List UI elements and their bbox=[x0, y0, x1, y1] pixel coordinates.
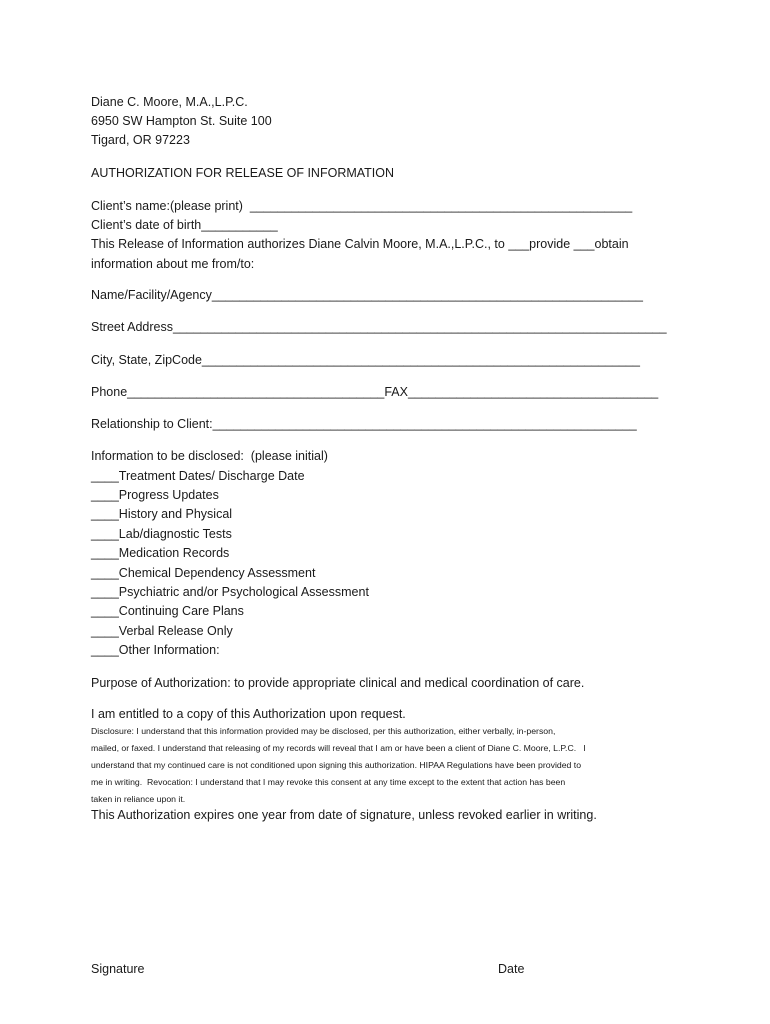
fine-print-line: understand that my continued care is not conditioned upon signing this authorization. HIPAA Regulations have been provided to bbox=[91, 760, 582, 770]
release-authorization-text-cont: information about me from/to: bbox=[91, 257, 255, 271]
fine-print-line: Disclosure: I understand that this information provided may be disclosed, per this authorization, either verbally, in-person, bbox=[91, 726, 556, 736]
date-label[interactable]: Date bbox=[498, 962, 525, 976]
fine-print-line: me in writing. Revocation: I understand that I may revoke this consent at any time except to the extent that action has been bbox=[91, 777, 566, 787]
release-authorization-text[interactable]: This Release of Information authorizes Diane Calvin Moore, M.A.,L.P.C., to ___provide ___obtain bbox=[91, 237, 629, 251]
provider-city: Tigard, OR 97223 bbox=[91, 133, 190, 147]
disclosure-item[interactable]: ____Verbal Release Only bbox=[91, 624, 233, 638]
document-title: AUTHORIZATION FOR RELEASE OF INFORMATION bbox=[91, 166, 395, 180]
fine-print-line: mailed, or faxed. I understand that releasing of my records will reveal that I am or have been a client of Diane C. Moore, L.P.C. I bbox=[91, 743, 586, 753]
disclosure-item[interactable]: ____Medication Records bbox=[91, 546, 230, 560]
disclosure-item[interactable]: ____Other Information: bbox=[91, 643, 220, 657]
disclosure-item[interactable]: ____Chemical Dependency Assessment bbox=[91, 566, 316, 580]
street-address-field[interactable]: Street Address_______________________________________________________________________ bbox=[91, 320, 667, 334]
fine-print-line: taken in reliance upon it. bbox=[91, 794, 186, 804]
disclosure-heading: Information to be disclosed: (please initial) bbox=[91, 449, 328, 463]
disclosure-item[interactable]: ____Continuing Care Plans bbox=[91, 604, 244, 618]
client-name-field[interactable]: Client’s name:(please print) _______________________________________________________ bbox=[91, 199, 633, 213]
disclosure-item[interactable]: ____History and Physical bbox=[91, 507, 233, 521]
provider-name: Diane C. Moore, M.A.,L.P.C. bbox=[91, 95, 248, 109]
phone-fax-field[interactable]: Phone_____________________________________FAX____________________________________ bbox=[91, 385, 659, 399]
entitled-statement: I am entitled to a copy of this Authorization upon request. bbox=[91, 707, 406, 721]
disclosure-item[interactable]: ____Treatment Dates/ Discharge Date bbox=[91, 469, 305, 483]
disclosure-item[interactable]: ____Progress Updates bbox=[91, 488, 219, 502]
agency-field[interactable]: Name/Facility/Agency______________________________________________________________ bbox=[91, 288, 643, 302]
disclosure-item[interactable]: ____Lab/diagnostic Tests bbox=[91, 527, 232, 541]
signature-label[interactable]: Signature bbox=[91, 962, 145, 976]
provider-street: 6950 SW Hampton St. Suite 100 bbox=[91, 114, 272, 128]
client-dob-field[interactable]: Client’s date of birth___________ bbox=[91, 218, 278, 232]
city-state-zip-field[interactable]: City, State, ZipCode_______________________________________________________________ bbox=[91, 353, 640, 367]
expiration-statement: This Authorization expires one year from date of signature, unless revoked earlier in writing. bbox=[91, 808, 597, 822]
purpose-statement: Purpose of Authorization: to provide appropriate clinical and medical coordination of care. bbox=[91, 676, 585, 690]
relationship-field[interactable]: Relationship to Client:_____________________________________________________________ bbox=[91, 417, 637, 431]
disclosure-item[interactable]: ____Psychiatric and/or Psychological Assessment bbox=[91, 585, 369, 599]
